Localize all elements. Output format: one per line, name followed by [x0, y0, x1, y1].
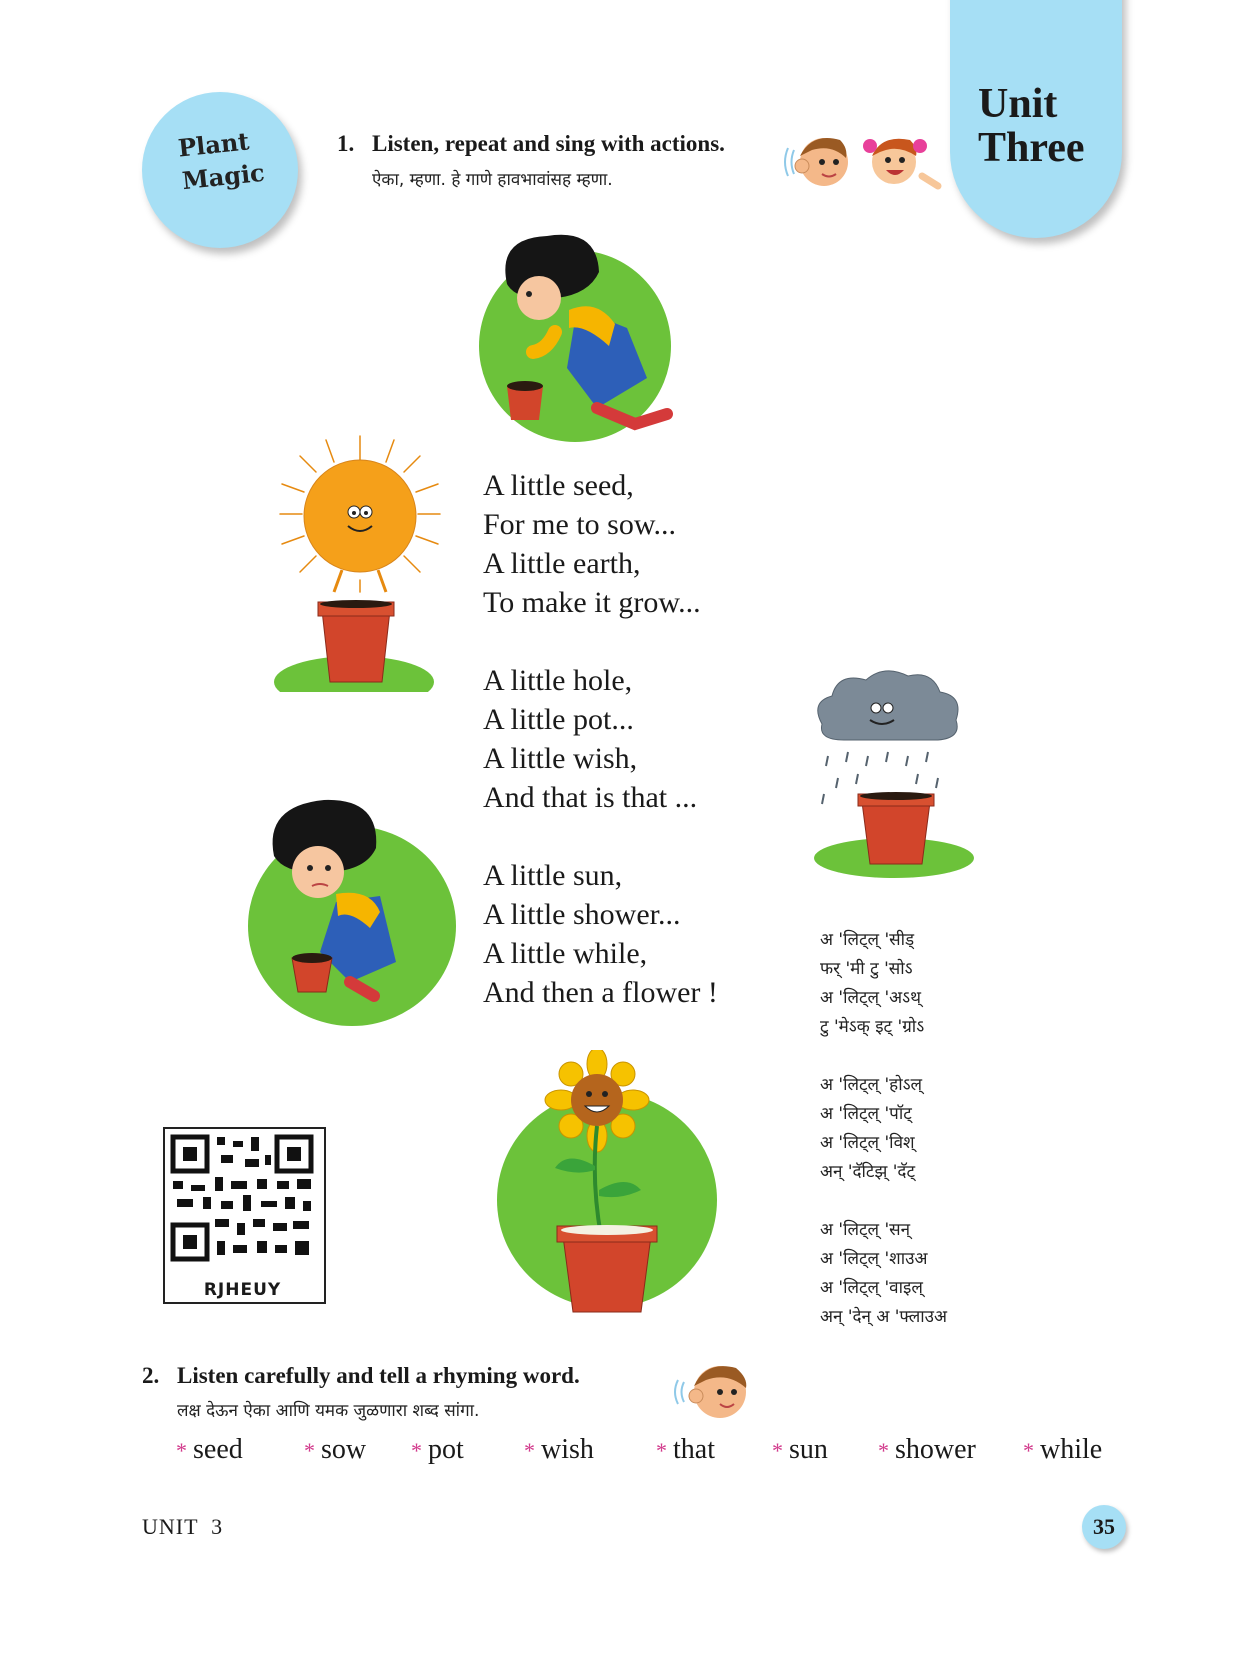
rhyme-word-label: wish	[541, 1434, 594, 1465]
listening-child-icon	[672, 1358, 754, 1424]
poem-line: And then a flower !	[483, 976, 718, 1009]
rhyme-word-label: that	[673, 1434, 715, 1465]
rhyme-word-label: shower	[895, 1434, 976, 1465]
unit-tab-line2: Three	[978, 125, 1085, 171]
pronunciation-guide	[820, 926, 947, 1332]
pronunciation-line: फर् 'मी टु 'सोऽ	[820, 959, 913, 979]
q2-title: Listen carefully and tell a rhyming word.	[177, 1363, 580, 1388]
pronunciation-line: अ 'लिट्‌ल् 'अऽथ्	[820, 988, 921, 1008]
poem	[483, 466, 718, 1012]
asterisk-icon: *	[411, 1438, 422, 1463]
pronunciation-line: अन् 'देन् अ 'फ्लाउअ	[820, 1307, 947, 1327]
poem-stanza-2	[483, 661, 718, 817]
qr-code-icon	[165, 1129, 320, 1267]
rhyme-word-while	[1023, 1434, 1102, 1466]
asterisk-icon: *	[304, 1438, 315, 1463]
pronunciation-line: टु 'मेऽक् इट् 'ग्रोऽ	[820, 1017, 925, 1037]
poem-line: To make it grow...	[483, 586, 701, 619]
rhyme-word-label: pot	[428, 1434, 464, 1465]
qr-code-label: RJHEUY	[203, 1280, 282, 1300]
rain-cloud-and-pot-illustration	[804, 666, 976, 880]
poem-line: A little sun,	[483, 859, 623, 892]
q1-title: Listen, repeat and sing with actions.	[372, 131, 725, 156]
rhyme-word-sow	[304, 1434, 366, 1466]
badge-line1: Plant	[176, 126, 251, 163]
rhyme-word-pot	[411, 1434, 464, 1466]
sun-and-pot-illustration	[272, 432, 448, 692]
unit-tab-line1: Unit	[978, 81, 1058, 127]
boy-waiting-illustration	[240, 792, 470, 1032]
sunflower-in-pot-illustration	[497, 1050, 723, 1318]
page-number: 35	[1082, 1505, 1126, 1549]
pronunciation-line: अ 'लिट्‌ल् 'शाउअ	[820, 1249, 928, 1269]
poem-stanza-1	[483, 466, 718, 622]
boy-planting-seed-illustration	[477, 228, 689, 454]
poem-stanza-3	[483, 856, 718, 1012]
listening-children-icon	[782, 126, 944, 198]
poem-line: A little seed,	[483, 469, 634, 502]
q1-marathi: ऐका, म्हणा. हे गाणे हावभावांसह म्हणा.	[372, 170, 613, 190]
rhyme-word-label: seed	[193, 1434, 243, 1465]
pronunciation-line: अ 'लिट्‌ल् 'होऽल्	[820, 1075, 923, 1095]
footer-unit-label: UNIT 3	[142, 1514, 224, 1539]
asterisk-icon: *	[524, 1438, 535, 1463]
rhyme-word-that	[656, 1434, 715, 1466]
qr-code[interactable]	[163, 1127, 326, 1304]
rhyme-word-label: while	[1040, 1434, 1103, 1465]
pronunciation-line: अ 'लिट्‌ल् 'सन्	[820, 1220, 911, 1240]
asterisk-icon: *	[772, 1438, 783, 1463]
pronunciation-line: अन् 'दॅटिझ् 'दॅट्	[820, 1162, 916, 1182]
poem-line: A little wish,	[483, 742, 638, 775]
pronunciation-line: अ 'लिट्‌ल् 'विश्	[820, 1133, 915, 1153]
asterisk-icon: *	[176, 1438, 187, 1463]
unit-tab	[950, 0, 1122, 238]
lesson-badge	[142, 92, 298, 248]
asterisk-icon: *	[656, 1438, 667, 1463]
asterisk-icon: *	[1023, 1438, 1034, 1463]
pronunciation-line: अ 'लिट्‌ल् 'सीड्	[820, 930, 915, 950]
pronunciation-line: अ 'लिट्‌ल् 'पॉट्	[820, 1104, 912, 1124]
poem-line: A little hole,	[483, 664, 633, 697]
poem-line: And that is that ...	[483, 781, 698, 814]
poem-line: A little pot...	[483, 703, 634, 736]
q2-marathi: लक्ष देऊन ऐका आणि यमक जुळणारा शब्द सांगा.	[177, 1401, 480, 1421]
rhyme-word-wish	[524, 1434, 594, 1466]
poem-line: A little earth,	[483, 547, 641, 580]
rhyme-word-sun	[772, 1434, 828, 1466]
asterisk-icon: *	[878, 1438, 889, 1463]
badge-line2: Magic	[180, 157, 266, 196]
rhyme-word-seed	[176, 1434, 243, 1466]
rhyme-word-shower	[878, 1434, 976, 1466]
poem-line: A little while,	[483, 937, 648, 970]
rhyme-word-label: sow	[321, 1434, 367, 1465]
q2-number: 2.	[142, 1363, 160, 1388]
pronunciation-line: अ 'लिट्‌ल् 'वाइल्	[820, 1278, 923, 1298]
rhyme-word-label: sun	[789, 1434, 828, 1465]
q1-number: 1.	[337, 131, 355, 156]
poem-line: A little shower...	[483, 898, 681, 931]
poem-line: For me to sow...	[483, 508, 677, 541]
